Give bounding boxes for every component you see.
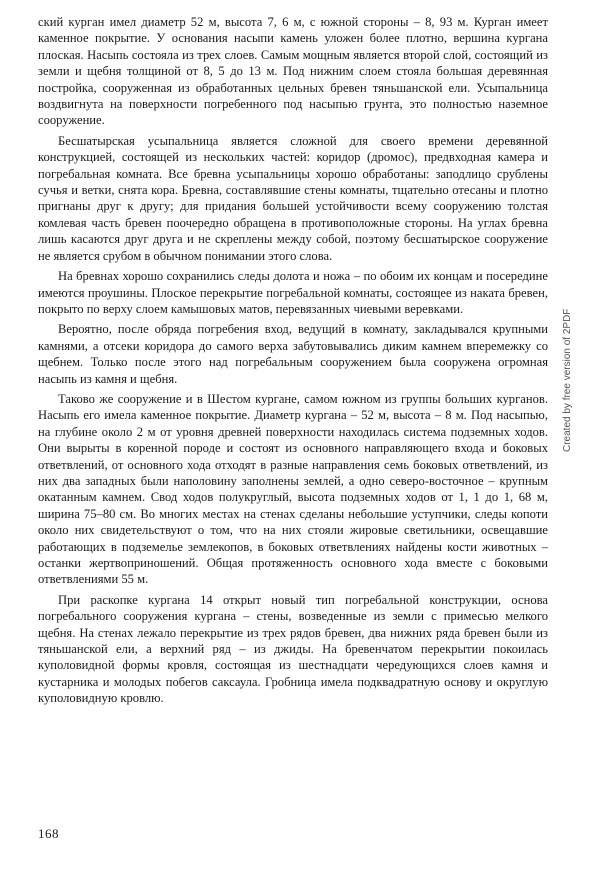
paragraph-6: При раскопке кургана 14 открыт новый тип погребальной конструкции, основа погребального сооружения кургана – стены, возведенные из земли с примесью мелкого щебня. На стенах лежало перекрытие из трех рядов бревен, два нижних ряда бревен были из тяньшанской ели, а верхний ряд – из джиды. На бревенчатом перекрытии покоилась куполовидной формы кровля, состоящая из шестнадцати чередующихся слоев камня и кустарника и молодых побегов саксаула. Гробница имела подквадратную основу и округлую куполовидную кровлю. [38,592,548,706]
paragraph-5: Таково же сооружение и в Шестом кургане, самом южном из группы больших курганов. Насыпь его имела каменное покрытие. Диаметр кургана – 52 м, высота – 8 м. Под насыпью, на глубине около 2 м от уровня древней поверхности находилась система подземных ходов. Они вырыты в коренной породе и состоят из основного направляющего входа и боковых ответвлений, от основного хода отходят в разные направления семь боковых ответвлений, из них два западных были наполовину заполнены землей, а одно северо-восточное – крупным окатанным камнем. Свод ходов полукруглый, высота подземных ходов от 1, 1 до 1, 68 м, ширина 75–80 см. Во многих местах на стенах сделаны небольшие уступчики, следы копоти около них свидетельствуют о том, что на них стояли жировые светильники, освещавшие работающих в подземелье землекопов, в боковых ответвлениях найдены кости животных – останки жертвоприношений. Общая протяженность основного хода вместе с боковыми ответвлениями 55 м. [38,391,548,587]
document-body [38,14,548,707]
paragraph-1: ский курган имел диаметр 52 м, высота 7, 6 м, с южной стороны – 8, 93 м. Курган имеет каменное покрытие. У основания насыпи камень уложен более плотно, вершина кургана плоская. Насыпь состояла из трех слоев. Самым мощным является второй слой, состоящий из земли и щебня толщиной от 8, 5 до 13 м. Под нижним слоем стояла большая деревянная постройка, сооруженная из обработанных цельных бревен тяньшанской ели. Усыпальница воздвигнута на поверхности погребенного под насыпью грунта, это полностью наземное сооружение. [38,15,548,128]
watermark-text: Created by free version of 2PDF [562,308,573,452]
paragraph-2: Бесшатырская усыпальница является сложной для своего времени деревянной конструкцией, состоящей из нескольких частей: коридор (дромос), предвходная камера и погребальная комната. Все бревна усыпальницы хорошо обработаны: заподлицо срублены сучья и ветки, снята кора. Бревна, составлявшие стены комнаты, тщательно отесаны и плотно пригнаны друг к другу; для придания большей устойчивости всему сооружению толстая комлевая часть бревен поочередно обращена в противоположные стороны. На углах бревна лишь касаются друг друга и не скреплены между собой, поэтому бесшатырское сооружение не является срубом в обычном понимании этого слова. [38,133,548,263]
paragraph-3: На бревнах хорошо сохранились следы долота и ножа – по обоим их концам и посередине имеются проушины. Плоское перекрытие погребальной комнаты, состоящее из наката бревен, покрыто по верху слоем камышовых матов, перевязанных чиевыми веревками. [38,269,548,316]
paragraph-4: Вероятно, после обряда погребения вход, ведущий в комнату, закладывался крупными камнями, а отсеки коридора до самого верха забутовывались диким камнем вперемежку со щебнем. Только после этого над погребальным сооружением была сооружена огромная насыпь из камня и щебня. [38,322,548,386]
page-number: 168 [38,826,59,841]
